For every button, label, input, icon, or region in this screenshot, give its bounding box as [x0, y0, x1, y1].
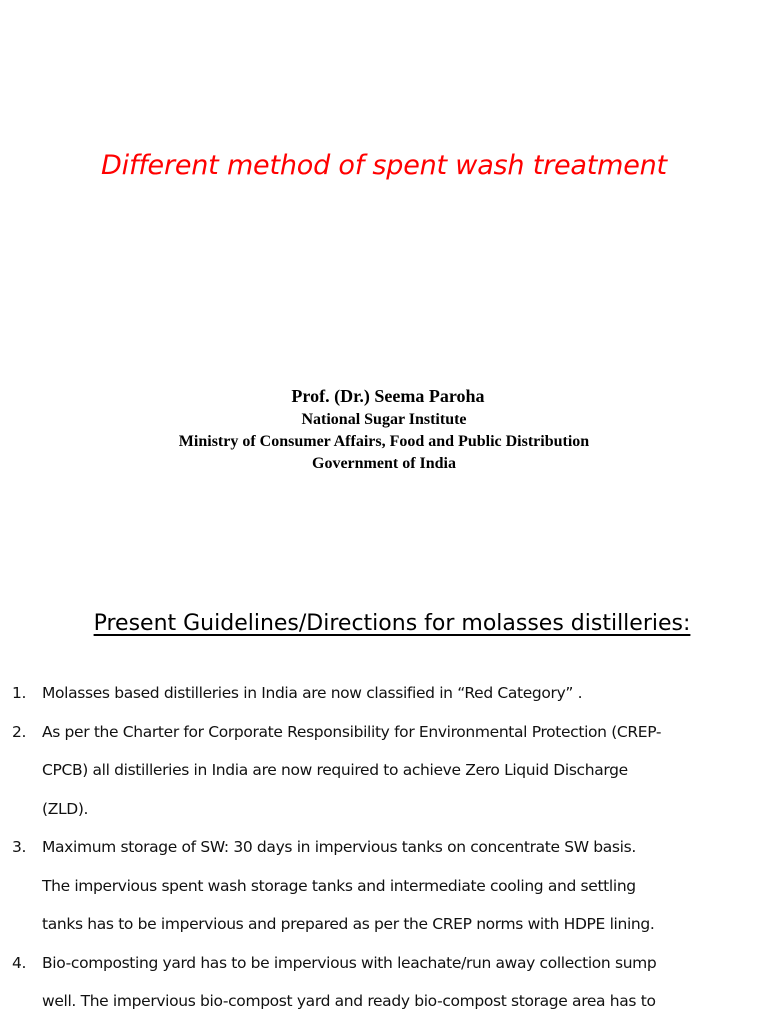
item-text-line: (ZLD).	[42, 799, 89, 818]
section-heading-text: Present Guidelines/Directions for molasses distilleries:	[93, 611, 691, 636]
guideline-item-3	[0, 828, 768, 944]
item-number: 2.	[12, 722, 27, 741]
item-text-line: Molasses based distilleries in India are now classified in “Red Category” .	[42, 684, 583, 702]
item-text-line: CPCB) all distilleries in India are now required to achieve Zero Liquid Discharge	[42, 761, 628, 779]
item-number: 4.	[12, 953, 27, 972]
item-text-line: As per the Charter for Corporate Responsibility for Environmental Protection (CREP-	[42, 722, 662, 741]
ministry-name: Ministry of Consumer Affairs, Food and Public Distribution	[178, 433, 590, 450]
item-text-line: Maximum storage of SW: 30 days in impervious tanks on concentrate SW basis.	[42, 838, 636, 856]
author-block	[0, 383, 768, 475]
guideline-item-2	[0, 713, 768, 829]
item-number: 1.	[12, 684, 27, 702]
guidelines-list	[0, 674, 768, 1021]
item-text-line: tanks has to be impervious and prepared as per the CREP norms with HDPE lining.	[42, 915, 655, 933]
item-text-line: The impervious spent wash storage tanks and intermediate cooling and settling	[42, 876, 636, 895]
item-text-line: well. The impervious bio-compost yard and ready bio-compost storage area has to	[42, 992, 656, 1010]
item-number: 3.	[12, 838, 27, 856]
author-name: Prof. (Dr.) Seema Paroha	[291, 386, 485, 406]
document-title: Different method of spent wash treatment	[101, 150, 667, 181]
section-heading	[8, 605, 768, 643]
government-name: Government of India	[312, 455, 456, 472]
item-text-line: Bio-composting yard has to be impervious with leachate/run away collection sump	[42, 953, 657, 972]
institute-name: National Sugar Institute	[301, 411, 467, 428]
guideline-item-4	[0, 944, 768, 1021]
guideline-item-1	[0, 674, 768, 713]
